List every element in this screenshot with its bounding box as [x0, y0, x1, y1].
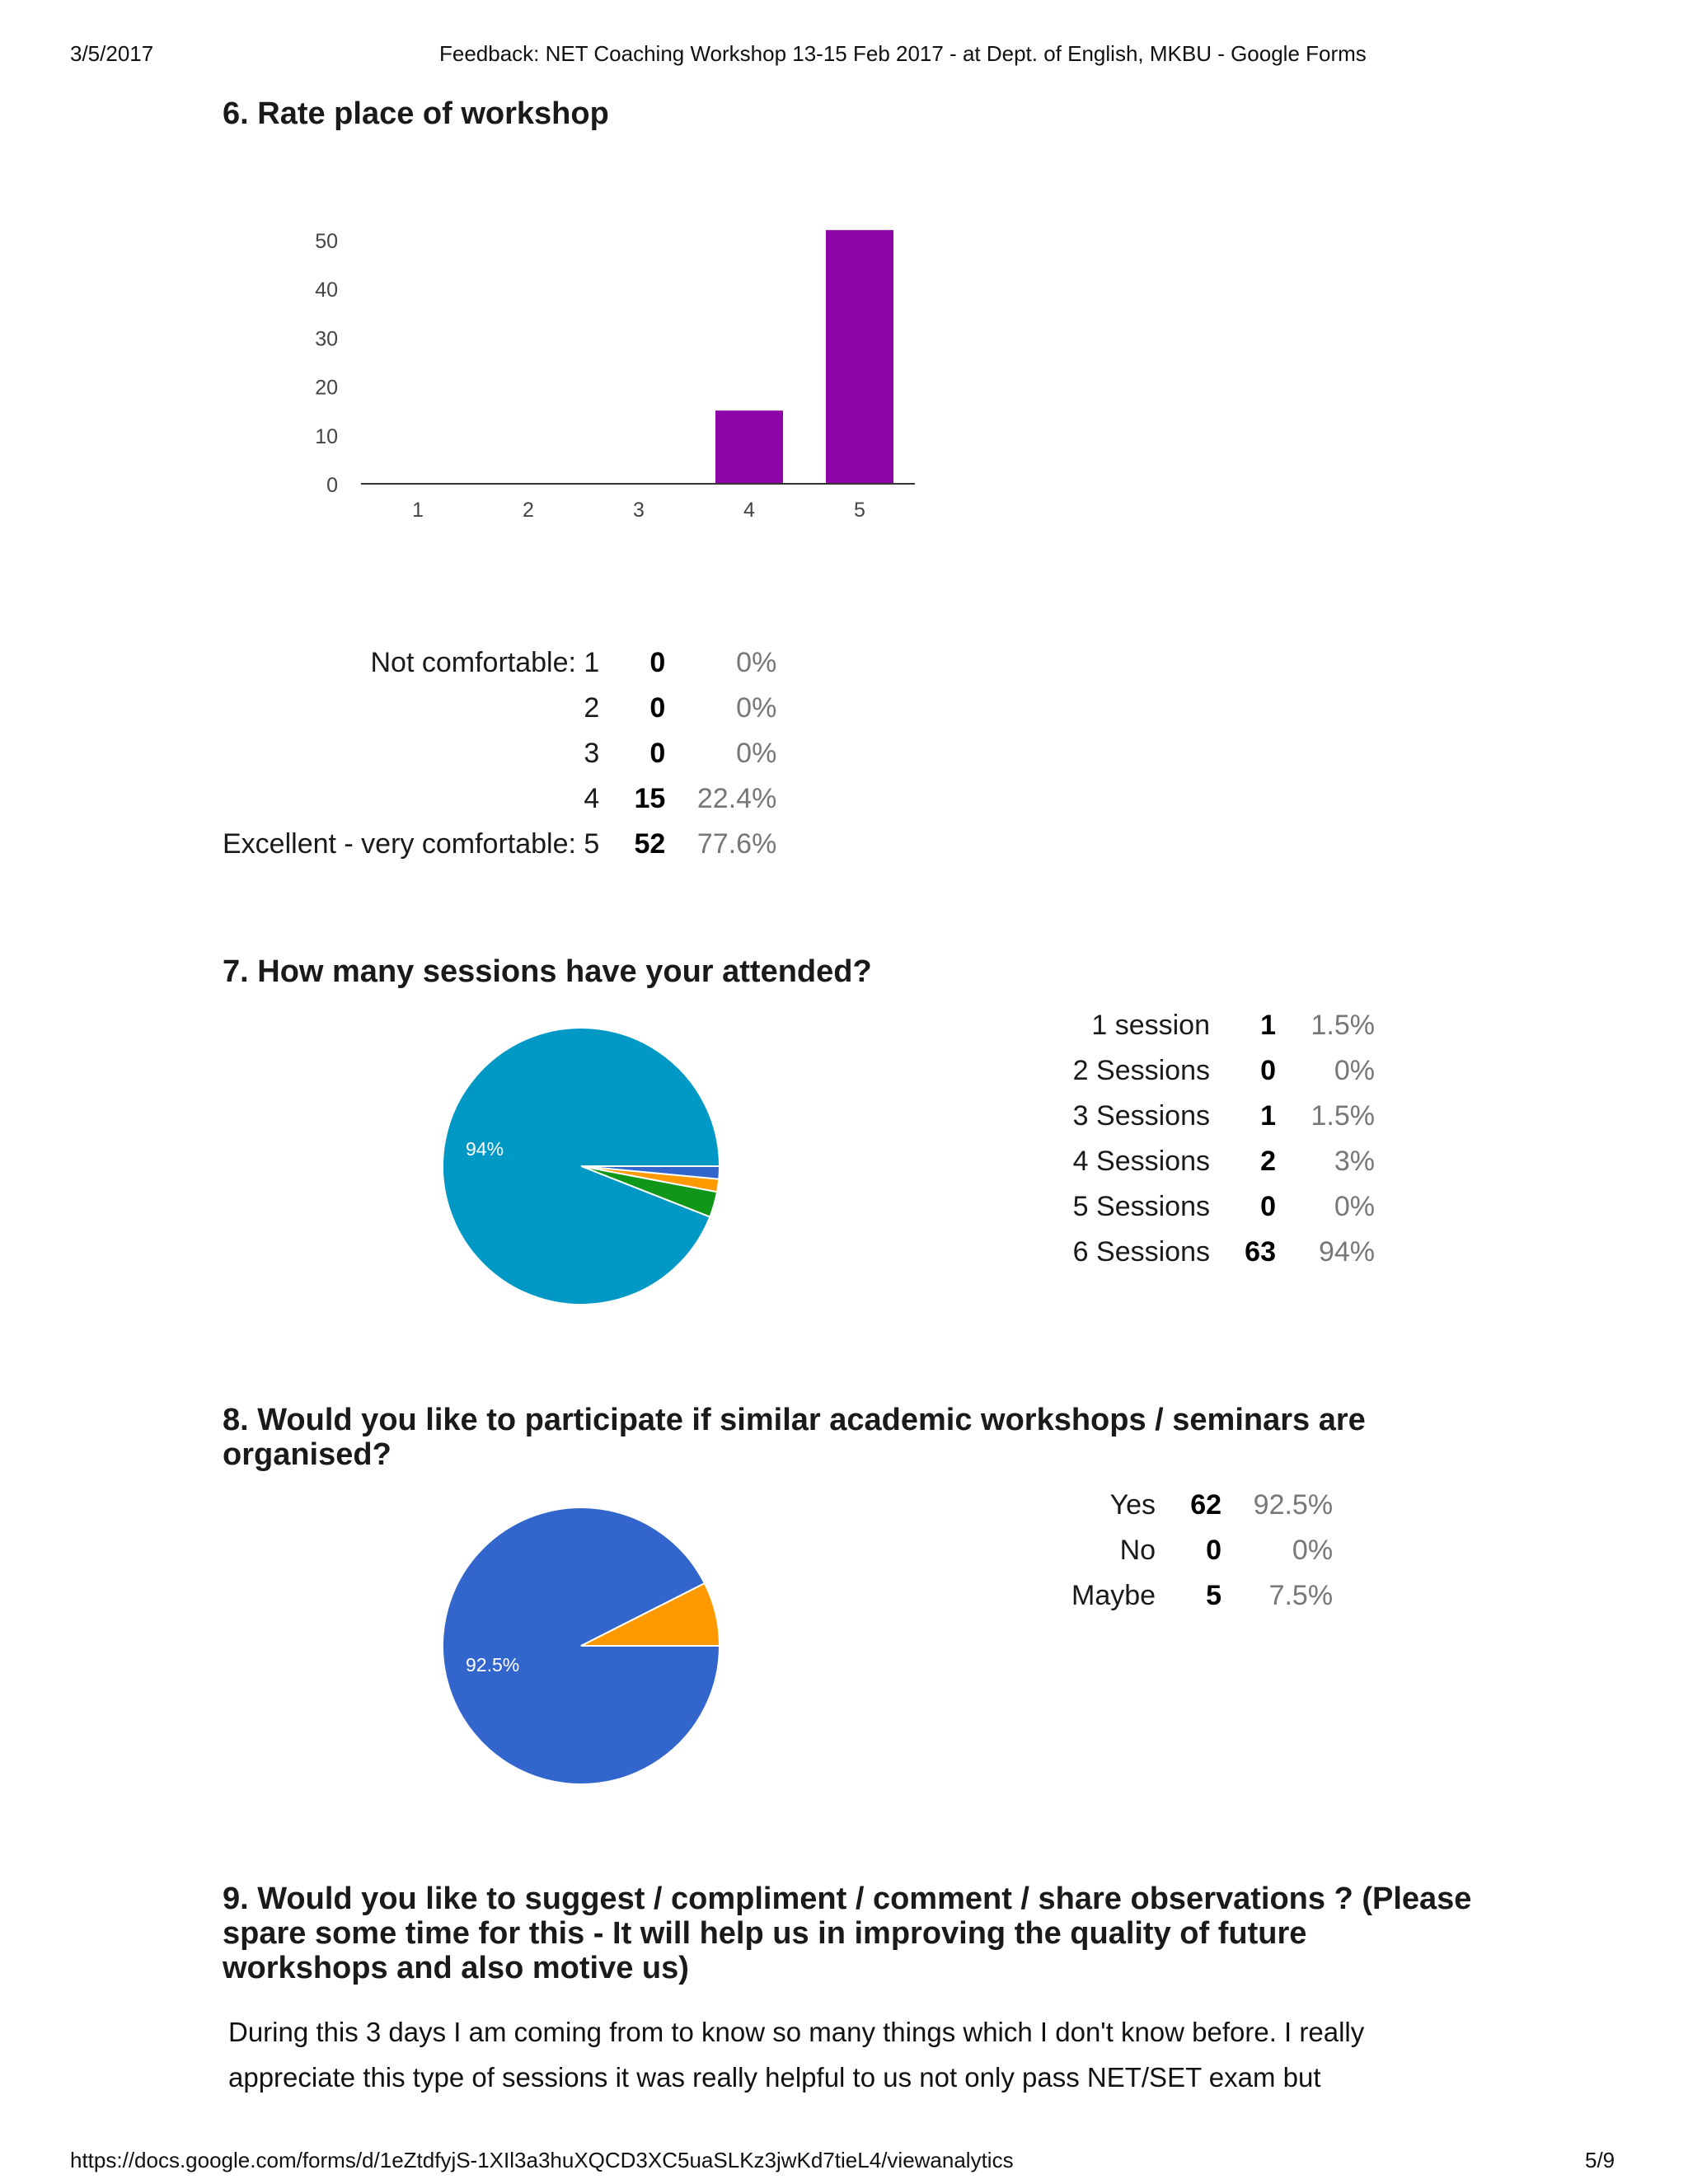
q8-row	[1071, 1483, 1333, 1528]
y-tick-label: 40	[315, 279, 338, 302]
q8-count: 5	[1206, 1580, 1222, 1611]
q7-count: 0	[1260, 1191, 1276, 1222]
page-url: https://docs.google.com/forms/d/1eZtdfyjS-1XIl3a3huXQCD3XC5uaSLKz3jwKd7tieL4/viewanalytics	[70, 2148, 1014, 2172]
q6-count: 0	[649, 692, 666, 724]
q6-percent: 0%	[736, 647, 777, 678]
q6-row	[223, 686, 776, 731]
x-tick-label: 3	[633, 499, 645, 522]
q6-label: 3	[584, 738, 600, 769]
q6-row	[223, 822, 776, 867]
y-tick-label: 10	[315, 424, 338, 448]
q6-count: 0	[649, 647, 666, 678]
x-tick-label: 5	[854, 499, 865, 522]
question-9-response: During this 3 days I am coming from to know so many things which I don't know before. I really appreciate this type of sessions it was really helpful to us not only pass NET/SET exam but	[228, 2017, 1365, 2093]
bar-chart	[280, 210, 940, 540]
y-tick-label: 20	[315, 376, 338, 400]
bar-5	[826, 230, 893, 484]
q7-percent: 1.5%	[1311, 1100, 1375, 1132]
q7-percent: 0%	[1334, 1055, 1375, 1086]
question-7-title: 7. How many sessions have your attended?	[223, 954, 872, 989]
q6-percent: 77.6%	[696, 828, 777, 860]
x-tick-label: 2	[523, 499, 534, 522]
pie-slice-label: 92.5%	[466, 1654, 520, 1675]
q7-count: 0	[1260, 1055, 1276, 1086]
y-tick-label: 30	[315, 327, 338, 351]
q7-count: 63	[1245, 1236, 1276, 1268]
x-tick-label: 4	[743, 499, 755, 522]
q8-count: 0	[1206, 1535, 1222, 1566]
q7-label: 5 Sessions	[1072, 1191, 1210, 1222]
q8-row	[1071, 1528, 1333, 1573]
q8-count: 62	[1190, 1489, 1222, 1521]
x-tick-label: 1	[412, 499, 424, 522]
q6-percent: 0%	[736, 738, 777, 769]
q7-percent: 94%	[1318, 1236, 1375, 1268]
q6-count: 52	[634, 828, 666, 860]
print-title: Feedback: NET Coaching Workshop 13-15 Feb 2017 - at Dept. of English, MKBU - Google Forms	[439, 41, 1367, 66]
q7-percent: 0%	[1334, 1191, 1375, 1222]
q6-count: 15	[634, 783, 666, 814]
page-number: 5/9	[1585, 2148, 1615, 2172]
q6-percent: 0%	[736, 692, 777, 724]
q7-row	[1071, 1139, 1375, 1184]
q7-count: 2	[1260, 1146, 1276, 1177]
q7-percent: 3%	[1334, 1146, 1375, 1177]
pie-slice-label: 94%	[466, 1138, 504, 1160]
question-6-title: 6. Rate place of workshop	[223, 96, 609, 131]
print-date: 3/5/2017	[70, 41, 154, 66]
q7-row	[1071, 1230, 1375, 1275]
q6-percent: 22.4%	[696, 783, 777, 814]
pie-slice-6-sessions	[443, 1028, 720, 1305]
q6-row	[223, 731, 776, 776]
question-8-title: 8. Would you like to participate if similar academic workshops / seminars are organised?	[223, 1403, 1366, 1472]
q7-row	[1071, 1094, 1375, 1139]
q8-label: No	[1119, 1535, 1156, 1566]
q6-row	[223, 640, 776, 686]
q7-label: 1 session	[1091, 1010, 1210, 1041]
q6-label: Excellent - very comfortable: 5	[223, 828, 600, 860]
y-tick-label: 50	[315, 230, 338, 253]
q7-label: 4 Sessions	[1072, 1146, 1210, 1177]
question-9-title: 9. Would you like to suggest / compliment / comment / share observations ? (Please spare some time for this - It will help us in improving the quality of future workshops and also motive us)	[223, 1882, 1472, 1985]
q8-percent: 7.5%	[1268, 1580, 1334, 1611]
q7-label: 6 Sessions	[1072, 1236, 1210, 1268]
q7-percent: 1.5%	[1311, 1010, 1375, 1041]
q7-row	[1071, 1003, 1375, 1048]
q6-label: 2	[584, 692, 600, 724]
q8-label: Maybe	[1071, 1580, 1156, 1611]
q8-percent: 92.5%	[1253, 1489, 1334, 1521]
question-8-summary-table	[1071, 1483, 1333, 1619]
q7-row	[1071, 1184, 1375, 1230]
q7-row	[1071, 1048, 1375, 1094]
q7-count: 1	[1260, 1100, 1276, 1132]
q7-count: 1	[1260, 1010, 1276, 1041]
q8-row	[1071, 1573, 1333, 1619]
y-tick-label: 0	[326, 474, 338, 497]
q7-label: 2 Sessions	[1072, 1055, 1210, 1086]
q7-label: 3 Sessions	[1072, 1100, 1210, 1132]
participation-pie-chart	[437, 1502, 725, 1790]
q6-label: 4	[584, 783, 600, 814]
q8-percent: 0%	[1292, 1535, 1334, 1566]
sessions-pie-chart	[437, 1022, 725, 1310]
q8-label: Yes	[1109, 1489, 1156, 1521]
q6-label: Not comfortable: 1	[370, 647, 600, 678]
bar-4	[715, 410, 783, 484]
q6-row	[223, 776, 776, 822]
question-7-summary-table	[1071, 1003, 1375, 1275]
question-6-summary-table	[223, 640, 776, 867]
q6-count: 0	[649, 738, 666, 769]
